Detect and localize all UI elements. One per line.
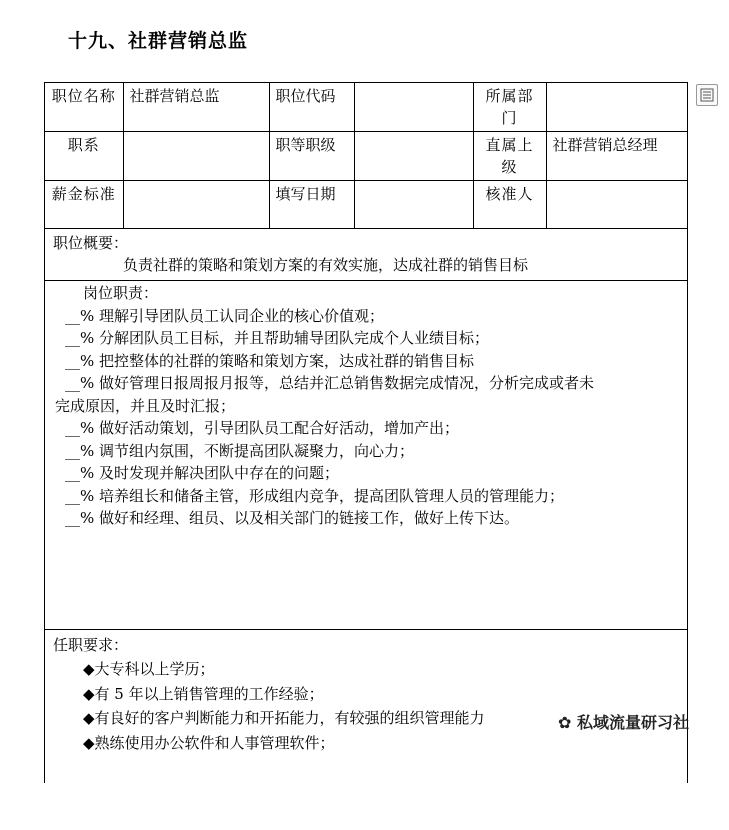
info-table xyxy=(45,83,687,229)
table-row xyxy=(45,83,687,132)
value-approver xyxy=(546,181,687,229)
duties-heading: 岗位职责： xyxy=(83,284,159,302)
page-title: 十九、社群营销总监 xyxy=(68,30,249,52)
summary-heading: 职位概要： xyxy=(53,234,129,252)
value-position-name: 社群营销总监 xyxy=(123,83,269,132)
list-item: __% 做好活动策划，引导团队员工配合好活动，增加产出； xyxy=(65,419,460,437)
requirements-heading: 任职要求： xyxy=(53,636,129,654)
label-position-name: 职位名称 xyxy=(45,83,123,132)
list-item: ◆有 5 年以上销售管理的工作经验； xyxy=(83,684,324,703)
value-department xyxy=(546,83,687,132)
list-item: __% 培养组长和储备主管，形成组内竞争，提高团队管理人员的管理能力； xyxy=(65,486,565,505)
list-item: __% 调节组内氛围，不断提高团队凝聚力，向心力； xyxy=(65,441,415,460)
label-direct-superior: 直属上级 xyxy=(473,132,546,181)
value-salary-standard xyxy=(123,181,269,229)
value-direct-superior: 社群营销总经理 xyxy=(546,132,687,181)
list-item: __% 分解团队员工目标，并且帮助辅导团队完成个人业绩目标； xyxy=(65,329,490,347)
list-item: __% 及时发现并解决团队中存在的问题； xyxy=(65,464,340,482)
label-salary-standard: 薪金标准 xyxy=(45,181,123,229)
list-item: __% 做好和经理、组员、以及相关部门的链接工作，做好上传下达。 xyxy=(65,509,520,527)
list-item: __% 理解引导团队员工认同企业的核心价值观； xyxy=(65,306,385,325)
list-item: 完成原因，并且及时汇报； xyxy=(55,396,236,415)
value-job-family xyxy=(123,132,269,181)
table-row xyxy=(45,132,687,181)
label-fill-date: 填写日期 xyxy=(269,181,354,229)
list-item: ◆有良好的客户判断能力和开拓能力，有较强的组织管理能力 xyxy=(83,709,485,727)
label-department: 所属部门 xyxy=(473,83,546,132)
summary-text: 负责社群的策略和策划方案的有效实施，达成社群的销售目标 xyxy=(123,256,529,274)
summary-section xyxy=(45,227,687,281)
watermark xyxy=(558,710,689,733)
layout-options-icon[interactable] xyxy=(696,84,718,106)
value-fill-date xyxy=(354,181,473,229)
list-item: __% 把控整体的社群的策略和策划方案，达成社群的销售目标 xyxy=(65,351,475,370)
value-position-code xyxy=(354,83,473,132)
label-job-family: 职系 xyxy=(45,132,123,181)
job-description-form xyxy=(44,82,688,783)
list-item: __% 做好管理日报周报月报等，总结并汇总销售数据完成情况，分析完成或者未 xyxy=(65,374,595,392)
duties-section xyxy=(45,281,687,630)
label-position-code: 职位代码 xyxy=(269,83,354,132)
label-grade: 职等职级 xyxy=(269,132,354,181)
table-row xyxy=(45,181,687,229)
list-item: ◆大专科以上学历； xyxy=(83,660,215,678)
watermark-text: 私域流量研习社 xyxy=(576,713,689,732)
value-grade xyxy=(354,132,473,181)
list-item: ◆熟练使用办公软件和人事管理软件； xyxy=(83,733,335,752)
wechat-icon: ✿ xyxy=(558,713,572,732)
label-approver: 核准人 xyxy=(473,181,546,229)
